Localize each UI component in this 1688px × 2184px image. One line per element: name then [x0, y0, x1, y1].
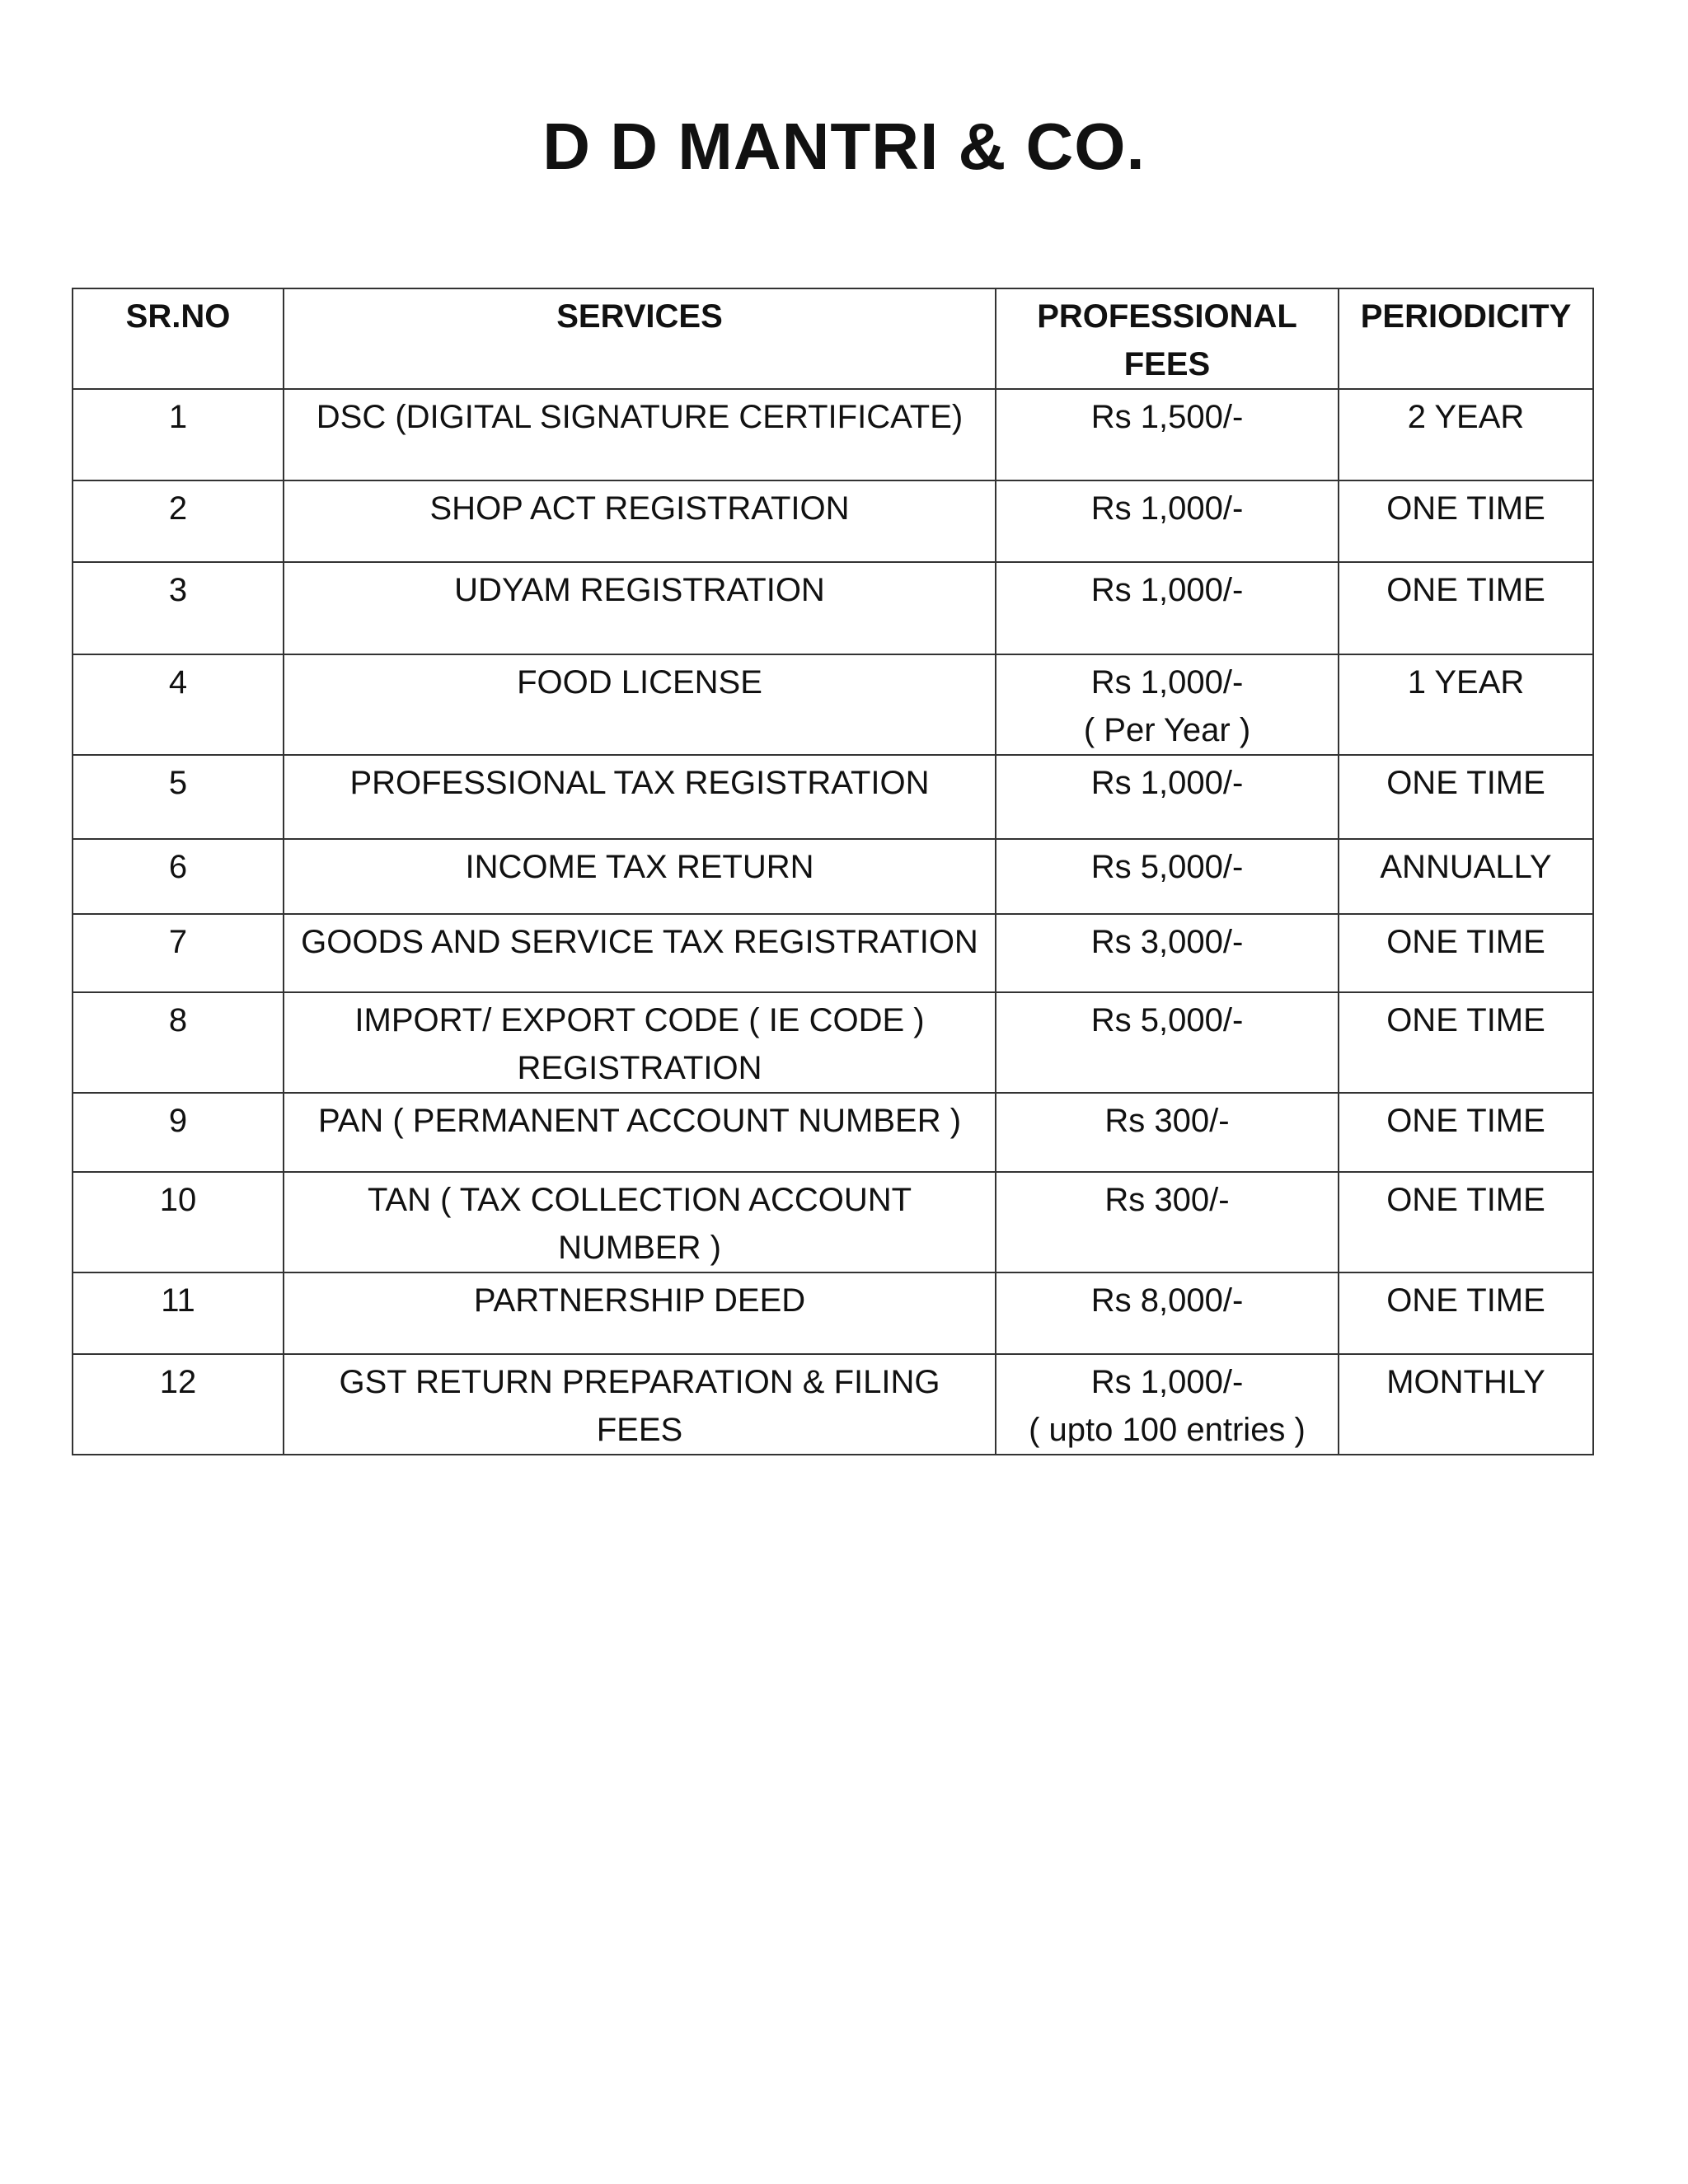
cell-srno: 10: [73, 1172, 284, 1272]
cell-periodicity: ONE TIME: [1339, 1093, 1593, 1172]
cell-fees: Rs 8,000/-: [996, 1272, 1339, 1354]
cell-periodicity: ONE TIME: [1339, 1272, 1593, 1354]
cell-periodicity: ONE TIME: [1339, 992, 1593, 1093]
cell-srno: 2: [73, 480, 284, 562]
cell-srno: 1: [73, 389, 284, 480]
cell-periodicity: 1 YEAR: [1339, 654, 1593, 755]
cell-fees: Rs 300/-: [996, 1172, 1339, 1272]
cell-service: SHOP ACT REGISTRATION: [284, 480, 996, 562]
cell-periodicity: ONE TIME: [1339, 480, 1593, 562]
header-professional-fees: PROFESSIONAL FEES: [996, 288, 1339, 389]
table-row: [73, 755, 1593, 839]
cell-service: GOODS AND SERVICE TAX REGISTRATION: [284, 914, 996, 992]
table-row: [73, 480, 1593, 562]
cell-periodicity: ONE TIME: [1339, 562, 1593, 654]
cell-srno: 7: [73, 914, 284, 992]
cell-fees: Rs 1,000/- ( Per Year ): [996, 654, 1339, 755]
cell-service: FOOD LICENSE: [284, 654, 996, 755]
cell-service: GST RETURN PREPARATION & FILING FEES: [284, 1354, 996, 1455]
cell-service: PARTNERSHIP DEED: [284, 1272, 996, 1354]
cell-periodicity: 2 YEAR: [1339, 389, 1593, 480]
cell-periodicity: MONTHLY: [1339, 1354, 1593, 1455]
table-row: [73, 914, 1593, 992]
cell-service: DSC (DIGITAL SIGNATURE CERTIFICATE): [284, 389, 996, 480]
cell-service: INCOME TAX RETURN: [284, 839, 996, 914]
table-row: [73, 1093, 1593, 1172]
cell-srno: 12: [73, 1354, 284, 1455]
cell-fees: Rs 3,000/-: [996, 914, 1339, 992]
cell-fees: Rs 300/-: [996, 1093, 1339, 1172]
table-row: [73, 654, 1593, 755]
cell-periodicity: ONE TIME: [1339, 755, 1593, 839]
cell-fees: Rs 1,000/-: [996, 480, 1339, 562]
table-row: [73, 389, 1593, 480]
cell-srno: 9: [73, 1093, 284, 1172]
cell-srno: 11: [73, 1272, 284, 1354]
cell-fees: Rs 5,000/-: [996, 839, 1339, 914]
header-periodicity: PERIODICITY: [1339, 288, 1593, 389]
header-srno: SR.NO: [73, 288, 284, 389]
cell-periodicity: ANNUALLY: [1339, 839, 1593, 914]
header-services: SERVICES: [284, 288, 996, 389]
cell-fees: Rs 1,000/-: [996, 562, 1339, 654]
cell-service: UDYAM REGISTRATION: [284, 562, 996, 654]
cell-service: PROFESSIONAL TAX REGISTRATION: [284, 755, 996, 839]
table-row: [73, 992, 1593, 1093]
table-header-row: [73, 288, 1593, 389]
cell-srno: 8: [73, 992, 284, 1093]
cell-srno: 3: [73, 562, 284, 654]
cell-periodicity: ONE TIME: [1339, 1172, 1593, 1272]
table-row: [73, 1272, 1593, 1354]
table-row: [73, 839, 1593, 914]
cell-service: TAN ( TAX COLLECTION ACCOUNT NUMBER ): [284, 1172, 996, 1272]
table-row: [73, 562, 1593, 654]
cell-srno: 5: [73, 755, 284, 839]
cell-fees: Rs 1,000/-: [996, 755, 1339, 839]
cell-fees: Rs 1,500/-: [996, 389, 1339, 480]
cell-fees: Rs 5,000/-: [996, 992, 1339, 1093]
cell-srno: 6: [73, 839, 284, 914]
cell-service: IMPORT/ EXPORT CODE ( IE CODE ) REGISTRATION: [284, 992, 996, 1093]
cell-fees: Rs 1,000/- ( upto 100 entries ): [996, 1354, 1339, 1455]
cell-periodicity: ONE TIME: [1339, 914, 1593, 992]
cell-srno: 4: [73, 654, 284, 755]
fees-table: [72, 288, 1594, 1455]
table-row: [73, 1172, 1593, 1272]
page-title: D D MANTRI & CO.: [542, 110, 1146, 183]
cell-service: PAN ( PERMANENT ACCOUNT NUMBER ): [284, 1093, 996, 1172]
table-row: [73, 1354, 1593, 1455]
